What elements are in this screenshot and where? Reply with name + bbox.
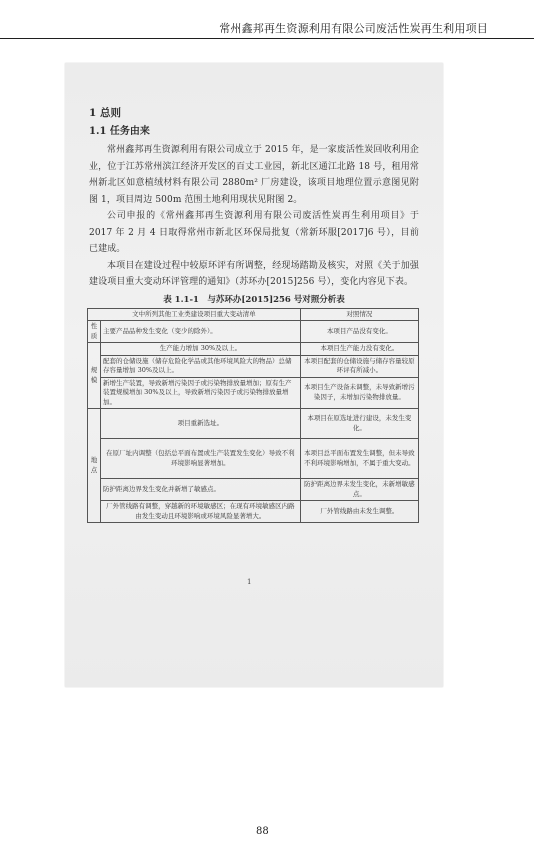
table-cell-status: 本项目生产能力没有变化。 bbox=[300, 343, 418, 356]
table-cell-item: 配套的仓储设施（储存危险化学品或其他环境风险大的物品）总储存容量增加 30%及以上。 bbox=[101, 355, 301, 377]
paragraph-1: 常州鑫邦再生资源利用有限公司成立于 2015 年，是一家废活性炭回收利用企业，位于江苏常州滨江经济开发区的百丈工业园，新北区通江北路 18 号，租用常州新北区如意植绒材料有限公司 2880m² 厂房建设，该项目地理位置示意图见附图 1，项目周边 500m 范围土地利用现状见附图 2。 bbox=[89, 145, 419, 205]
table-cell-item: 项目重新选址。 bbox=[101, 409, 301, 439]
table-cell-item: 主要产品品种发生变化（变少的除外）。 bbox=[101, 321, 301, 343]
table-row bbox=[88, 321, 419, 343]
table-cell-item: 新增生产装置，导致新增污染因子或污染物排放量增加；原有生产装置规模增加 30%及以上，导致新增污染因子或污染物排放量增加。 bbox=[101, 377, 301, 409]
table-category: 规模 bbox=[88, 343, 101, 409]
table-header-left: 文中所列其他工业类建设项目重大变动清单 bbox=[88, 308, 301, 321]
table-header-right: 对照情况 bbox=[300, 308, 418, 321]
table-cell-status: 本项目生产设备未调整，未导致新增污染因子，未增加污染物排放量。 bbox=[300, 377, 418, 409]
table-cell-status: 本项目总平面布置发生调整，但未导致不利环境影响增加，不属于重大变动。 bbox=[300, 439, 418, 479]
scanned-page bbox=[65, 63, 443, 687]
document-content bbox=[89, 105, 419, 523]
table-row bbox=[88, 377, 419, 409]
table-cell-item: 厂外管线路有调整，穿越新的环境敏感区；在现有环境敏感区内路由发生变动且环境影响或环境风险显著增大。 bbox=[101, 501, 301, 523]
header-title: 常州鑫邦再生资源利用有限公司废活性炭再生利用项目 bbox=[219, 22, 488, 35]
table-row bbox=[88, 479, 419, 501]
table-cell-item: 防护距离边界发生变化并新增了敏感点。 bbox=[101, 479, 301, 501]
table-row bbox=[88, 343, 419, 356]
section-heading: 1 总则 bbox=[89, 107, 121, 119]
inner-page-number: 1 bbox=[247, 578, 252, 586]
paragraph-3: 本项目在建设过程中较原环评有所调整，经现场踏勘及核实，对照《关于加强建设项目重大变动环评管理的通知》（苏环办[2015]256 号），变化内容见下表。 bbox=[89, 260, 419, 287]
table-cell-status: 厂外管线路由未发生调整。 bbox=[300, 501, 418, 523]
table-cell-status: 本项目产品没有变化。 bbox=[300, 321, 418, 343]
paragraph-2: 公司申报的《常州鑫邦再生资源利用有限公司废活性炭再生利用项目》于 2017 年 2 月 4 日取得常州市新北区环保局批复（常新环服[2017]6 号），目前已建成。 bbox=[89, 211, 419, 254]
subsection-heading: 1.1 任务由来 bbox=[89, 126, 150, 137]
table-row bbox=[88, 501, 419, 523]
table-cell-item: 生产能力增加 30%及以上。 bbox=[101, 343, 301, 356]
table-row bbox=[88, 355, 419, 377]
table-category: 性质 bbox=[88, 321, 101, 343]
comparison-table bbox=[87, 308, 419, 524]
table-header-row bbox=[88, 308, 419, 321]
table-row bbox=[88, 409, 419, 439]
table-cell-status: 本项目在原选址进行建设，未发生变化。 bbox=[300, 409, 418, 439]
table-cell-status: 防护距离边界未发生变化，未新增敏感点。 bbox=[300, 479, 418, 501]
page-number: 88 bbox=[256, 826, 269, 837]
table-row bbox=[88, 439, 419, 479]
table-cell-item: 在原厂址内调整（包括总平面布置或生产装置发生变化）导致不利环境影响显著增加。 bbox=[101, 439, 301, 479]
table-category: 地点 bbox=[88, 409, 101, 523]
table-cell-status: 本项目配套的仓储设施与储存容量较原环评有所减小。 bbox=[300, 355, 418, 377]
table-caption: 表 1.1-1 与苏环办[2015]256 号对照分析表 bbox=[163, 294, 345, 305]
page-header bbox=[0, 0, 534, 39]
